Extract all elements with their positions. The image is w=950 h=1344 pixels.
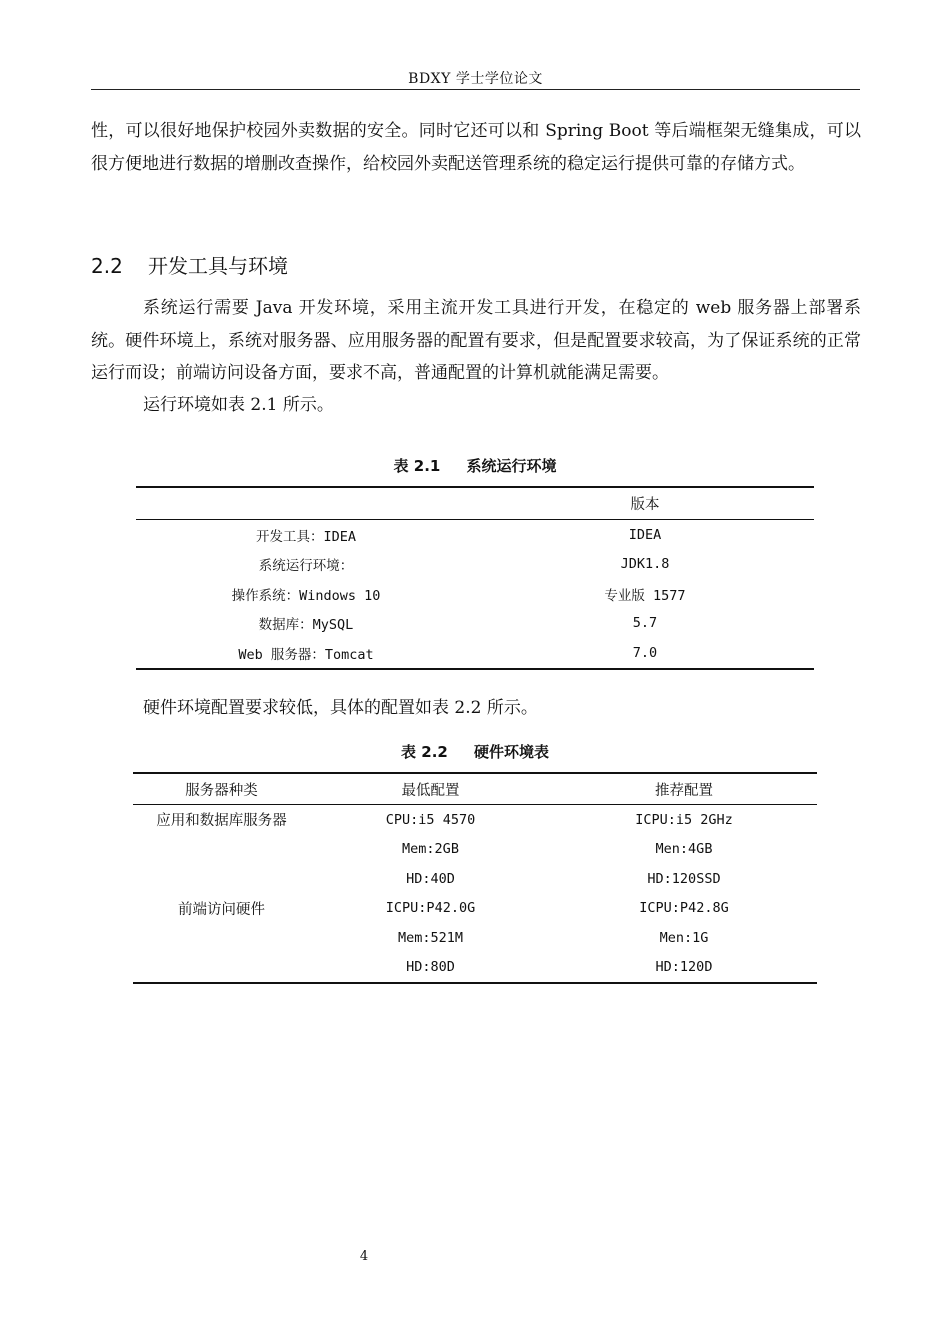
table-row [133, 864, 817, 894]
table2-cell [133, 864, 310, 894]
section-title: 开发工具与环境 [148, 254, 288, 278]
table-row [133, 923, 817, 953]
table-row [133, 953, 817, 984]
table2-cell [133, 923, 310, 953]
table1-cell: 系统运行环境： [258, 558, 354, 575]
section-number: 2.2 [91, 254, 123, 278]
table1-cell: IDEA [628, 526, 662, 543]
page-header: BDXY 学士学位论文 [408, 71, 543, 87]
table2-caption: 表 2.2 硬件环境表 [401, 743, 549, 761]
table2-cell: Men:1G [659, 929, 709, 946]
table1-cell: 数据库：MySQL [258, 617, 354, 634]
table2-cell: ICPU:i5 2GHz [635, 811, 733, 828]
table1-cell: 5.7 [632, 615, 658, 632]
table-row [136, 550, 814, 580]
table2-cell: Men:4GB [655, 841, 713, 858]
table2-header-cell: 推荐配置 [551, 773, 817, 805]
table2-header-row [133, 773, 817, 805]
table2-cell [133, 835, 310, 865]
table-runtime-environment [136, 486, 814, 670]
table1-caption: 表 2.1 系统运行环境 [393, 457, 557, 475]
table2-cell: 前端访问硬件 [178, 901, 265, 918]
table2-cell: HD:120SSD [647, 870, 721, 887]
table2-cell: 应用和数据库服务器 [156, 813, 287, 830]
paragraph-1: 性，可以很好地保护校园外卖数据的安全。同时它还可以和 Spring Boot 等后端框架无缝集成，可以很方便地进行数据的增删改查操作，给校园外卖配送管理系统的稳定运行提供可靠的存储方式。 [91, 121, 861, 174]
table1-cell: 7.0 [632, 644, 658, 661]
table1-cell: 专业版 1577 [604, 587, 686, 604]
table1-header-row [136, 487, 814, 520]
table-row [136, 609, 814, 639]
header-rule [91, 89, 860, 90]
table1-cell: 开发工具：IDEA [255, 528, 356, 545]
table1-cell: 操作系统：Windows 10 [231, 587, 381, 604]
paragraph-3: 运行环境如表 2.1 所示。 [143, 395, 334, 415]
table-hardware-environment [133, 772, 817, 984]
table2-header-cell: 最低配置 [310, 773, 551, 805]
paragraph-4: 硬件环境配置要求较低，具体的配置如表 2.2 所示。 [143, 698, 538, 718]
table-row [136, 520, 814, 550]
table2-cell: CPU:i5 4570 [385, 811, 476, 828]
table-row [133, 835, 817, 865]
table2-cell: Mem:2GB [402, 841, 459, 858]
table-row [133, 805, 817, 835]
table-row [133, 894, 817, 924]
page-number: 4 [359, 1249, 369, 1264]
table2-cell: HD:40D [406, 870, 455, 887]
table1-cell: JDK1.8 [620, 556, 670, 573]
table2-cell: Mem:521M [397, 929, 464, 946]
table1-cell: Web 服务器：Tomcat [238, 646, 374, 663]
paragraph-2: 系统运行需要 Java 开发环境，采用主流开发工具进行开发，在稳定的 web 服务器上部署系统。硬件环境上，系统对服务器、应用服务器的配置有要求，但是配置要求较高，为了保证系统的正常运行而设；前端访问设备方面，要求不高，普通配置的计算机就能满足需要。 [91, 298, 861, 383]
table2-cell: ICPU:P42.8G [639, 900, 729, 917]
table2-cell: ICPU:P42.0G [385, 900, 476, 917]
table2-header-cell: 服务器种类 [133, 773, 310, 805]
table1-header-cell [136, 487, 476, 520]
table1-header-cell: 版本 [476, 487, 814, 520]
table-row [136, 579, 814, 609]
section-heading [91, 250, 288, 279]
table2-cell: HD:120D [655, 959, 713, 976]
table2-cell: HD:80D [406, 959, 455, 976]
table-row [136, 638, 814, 669]
table2-cell [133, 953, 310, 984]
